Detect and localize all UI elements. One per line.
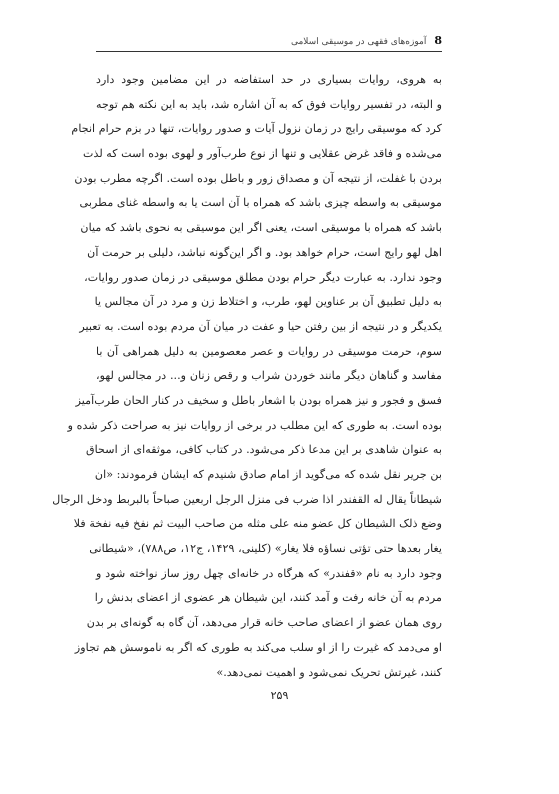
text-line: مفاسد و گناهان دیگر مانند خوردن شراب و رقص زنان و... در مجالس لهو، [96,369,442,383]
text-line: موسیقی به واسطه چیزی باشد که همراه با آن است یا به واسطه غنای مطربی [79,196,442,210]
text-line: او می‌دمد که غیرت را از او سلب می‌کند به طوری که اگر به ناموسش هم تجاوز [74,640,442,654]
text-line: یکدیگر و در نتیجه از بین رفتن حیا و عفت در میان آن مردم بوده است. به تعبیر [79,319,442,333]
text-line: وجود ندارد. به عبارت دیگر حرام بودن مطلق موسیقی در زمان صدور روایات، [84,270,442,284]
text-line: بوده است. به طوری که این مطلب در برخی از روایات نیز به صراحت ذکر شده و [67,418,442,432]
text-line: وجود دارد به نام «قفندر» که هرگاه در خانه‌ای چهل روز ساز نواخته شود و [96,566,442,580]
running-header [96,27,442,47]
text-line: وضع ذلک الشیطان کل عضو منه علی مثله من صاحب البیت ثم نفخ فیه نفخة فلا [73,517,442,531]
text-line: کنند، غیرتش تحریک نمی‌شود و اهمیت نمی‌دهد.» [216,665,442,679]
text-line: به دلیل تطبیق آن بر عناوین لهو، طرب، و اختلاط زن و مرد در آن مجالس یا [94,295,442,309]
page-number: ۲۵۹ [270,689,289,702]
text-line: یغار بعدها حتی تؤتی نساؤه فلا یغار» (کلینی، ۱۴۲۹، ج۱۲، ص۷۸۸)، «شیطانی [89,542,442,556]
text-line: بن جریر نقل شده که می‌گوید از امام صادق شنیدم که ایشان فرمودند: «ان [94,468,442,481]
text-line: کرد که موسیقی رایج در زمان نزول آیات و صدور روایات، تنها در بزم حرام انجام [71,122,442,136]
text-line: می‌شده و فاقد غرض عقلایی و تنها از نوع طرب‌آور و لهوی بوده است که لذت [82,147,442,161]
running-title: آموزه‌های فقهی در موسیقی اسلامی [290,37,427,47]
header-rule [96,51,442,52]
text-line: شیطاناً یقال له القفندر اذا ضرب فی منزل الرجل اربعین صباحاً بالبربط ودخل الرجال [52,492,442,506]
text-line: به هروی، روایات بسیاری در حد استفاضه در این مضامین وجود دارد [96,73,442,86]
text-line: مردم به آن خانه رفت و آمد کنند، این شیطان هر عضوی از اعضای بدنش را [94,591,442,605]
text-line: سوم، حرمت موسیقی در روایات و عصر معصومین به دلیل همراهی آن با [96,344,442,358]
text-line: باشد که همراه با موسیقی است، یعنی اگر این موسیقی به نحوی باشد که میان [80,221,442,235]
body-text [52,68,442,685]
text-line: فسق و فجور و نیز همراه بودن با اشعار باطل و سخیف در کنار الحان طرب‌آمیز [75,393,442,407]
text-line: اهل لهو رایج است، حرام خواهد بود. و اگر این‌گونه نباشد، دلیلی بر حرمت آن [87,245,442,259]
text-line: به عنوان شاهدی بر این مدعا ذکر می‌شود. در کتاب کافی، موثقه‌ای از اسحاق [85,443,442,457]
text-line: روی همان عضو از اعضای صاحب خانه قرار می‌دهد، آن گاه به گونه‌ای بر بدن [86,616,442,630]
text-line: و البته، در تفسیر روایات فوق که به آن اشاره شد، باید به این نکته هم توجه [96,97,442,111]
text-line: بردن با غفلت، از نتیجه آن و مصداق زور و باطل بوده است. اگرچه مطرب بودن [74,171,442,185]
header-page-number: 8 [434,34,442,47]
